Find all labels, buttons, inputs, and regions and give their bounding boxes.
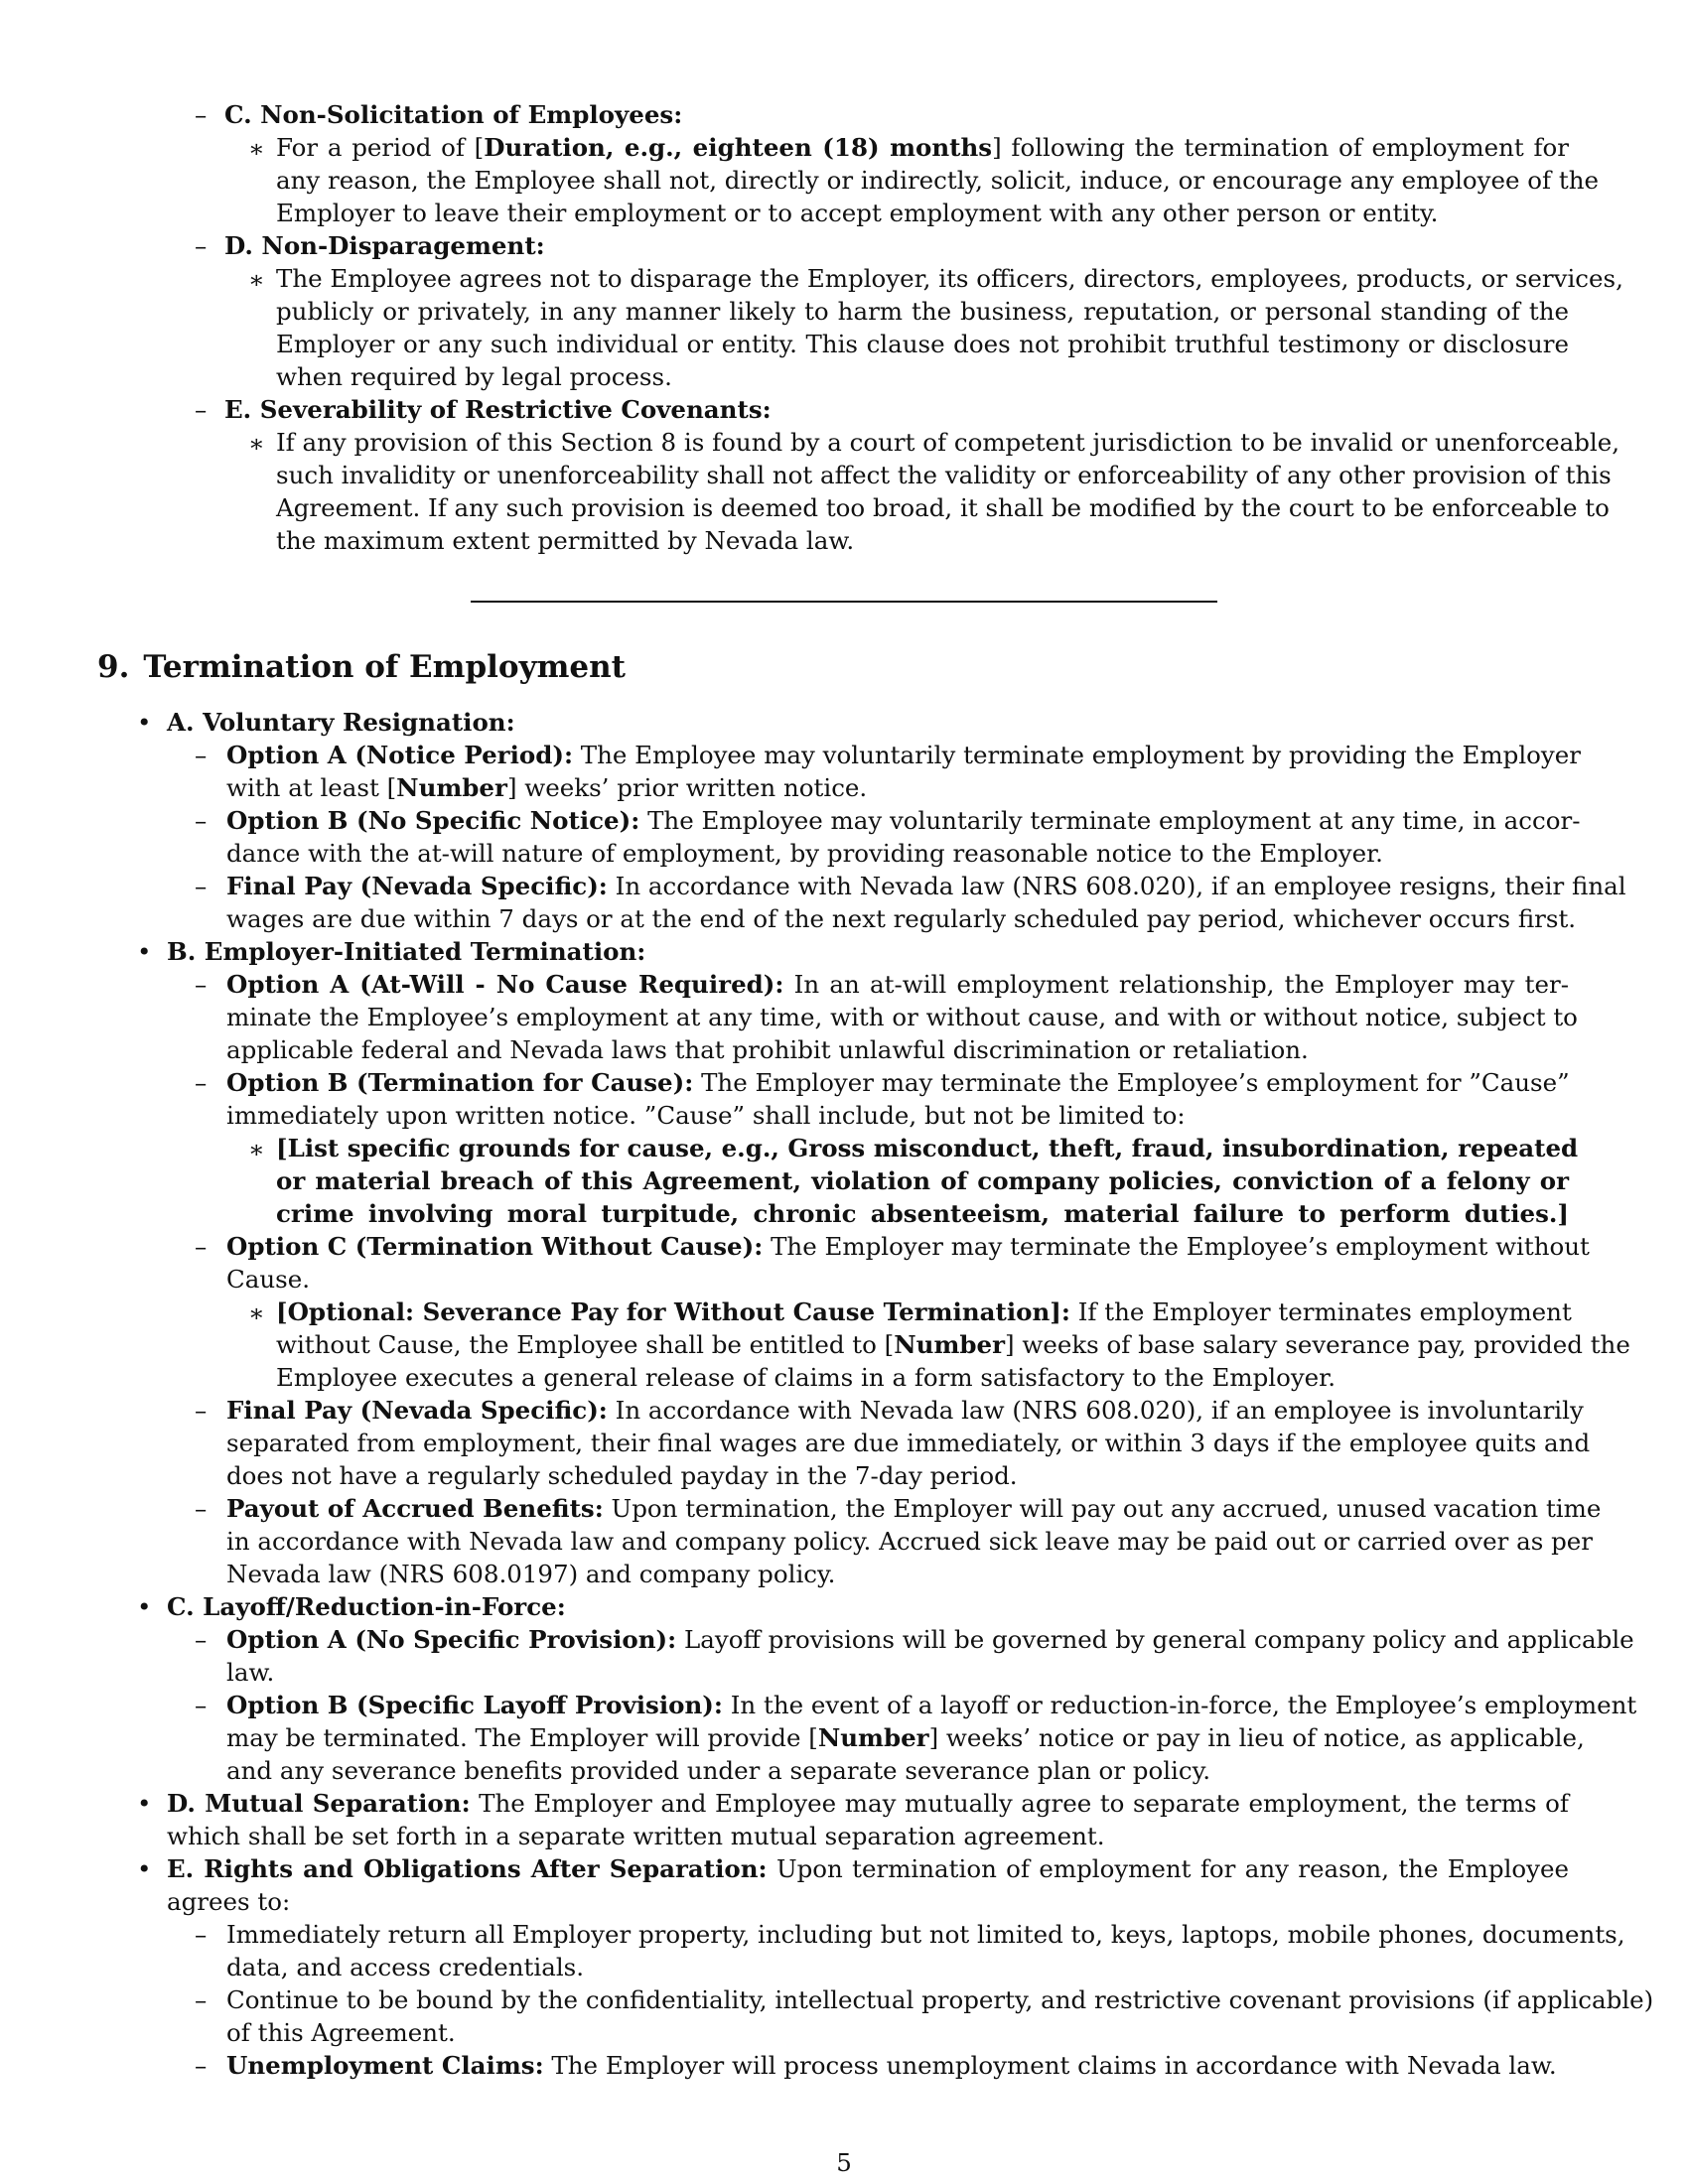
text-line: with at least [Number] weeks’ prior written notice. bbox=[226, 773, 868, 802]
text-line: Agreement. If any such provision is deemed too broad, it shall be modified by the court to be enforceable to bbox=[276, 493, 1610, 522]
text-line: such invalidity or unenforceability shall not affect the validity or enforceability of any other provision of this bbox=[276, 461, 1612, 489]
heading-severability: E. Severability of Restrictive Covenants: bbox=[224, 395, 772, 424]
text-line: Option B (Specific Layoff Provision): In the event of a layoff or reduction-in-force, the Employee’s employment bbox=[226, 1691, 1637, 1719]
text-line: Final Pay (Nevada Specific): In accordance with Nevada law (NRS 608.020), if an employee resigns, their final bbox=[226, 872, 1626, 900]
text-line: may be terminated. The Employer will provide [Number] weeks’ notice or pay in lieu of notice, as applicable, bbox=[226, 1723, 1585, 1752]
text-line: Continue to be bound by the confidentiality, intellectual property, and restrictive covenant provisions (if applicable) bbox=[226, 1985, 1654, 2014]
text-line: any reason, the Employee shall not, directly or indirectly, solicit, induce, or encourage any employee of the bbox=[276, 166, 1600, 195]
text-line: without Cause, the Employee shall be entitled to [Number] weeks of base salary severance pay, provided the bbox=[276, 1330, 1630, 1359]
text-line: [List specific grounds for cause, e.g., Gross misconduct, theft, fraud, insubordination, repeated bbox=[276, 1134, 1579, 1162]
dash-marker: – bbox=[195, 100, 208, 129]
text-line: Option A (At-Will - No Cause Required): In an at-will employment relationship, the Employer may ter- bbox=[226, 970, 1569, 999]
heading-non-solicitation: C. Non-Solicitation of Employees: bbox=[224, 100, 683, 129]
text-line: Option A (Notice Period): The Employee may voluntarily terminate employment by providing the Employer bbox=[226, 741, 1581, 769]
text-line: Option B (Termination for Cause): The Employer may terminate the Employee’s employment for ”Cause” bbox=[226, 1068, 1570, 1097]
text-line: Option B (No Specific Notice): The Employee may voluntarily terminate employment at any time, in accor- bbox=[226, 806, 1581, 835]
text-line: which shall be set forth in a separate written mutual separation agreement. bbox=[167, 1822, 1105, 1850]
bullet-marker: • bbox=[137, 1854, 152, 1883]
text-line: crime involving moral turpitude, chronic absenteeism, material failure to perform duties.] bbox=[276, 1199, 1569, 1228]
heading-layoff: C. Layoff/Reduction-in-Force: bbox=[167, 1592, 566, 1621]
text-line: of this Agreement. bbox=[226, 2018, 456, 2047]
text-line: or material breach of this Agreement, violation of company policies, conviction of a felony or bbox=[276, 1166, 1569, 1195]
section-divider bbox=[471, 601, 1217, 603]
text-line: separated from employment, their final wages are due immediately, or within 3 days if the employee quits and bbox=[226, 1429, 1591, 1457]
bullet-marker: • bbox=[137, 1789, 152, 1818]
dash-marker: – bbox=[195, 1232, 208, 1261]
dash-marker: – bbox=[195, 970, 208, 999]
text-line: The Employee agrees not to disparage the Employer, its officers, directors, employees, products, or services, bbox=[276, 264, 1623, 293]
heading-non-disparagement: D. Non-Disparagement: bbox=[224, 231, 545, 260]
dash-marker: – bbox=[195, 1068, 208, 1097]
text-line: Employee executes a general release of claims in a form satisfactory to the Employer. bbox=[276, 1363, 1336, 1392]
text-line: Cause. bbox=[226, 1265, 310, 1294]
bullet-marker: • bbox=[137, 937, 152, 966]
text-line: Employer to leave their employment or to accept employment with any other person or entity. bbox=[276, 199, 1439, 227]
text-line: minate the Employee’s employment at any time, with or without cause, and with or without notice, subject to bbox=[226, 1003, 1578, 1031]
star-marker: ∗ bbox=[248, 265, 265, 294]
text-line: data, and access credentials. bbox=[226, 1953, 585, 1981]
text-line: wages are due within 7 days or at the end of the next regularly scheduled pay period, whichever occurs first. bbox=[226, 904, 1577, 933]
text-line: Final Pay (Nevada Specific): In accordance with Nevada law (NRS 608.020), if an employee is involuntarily bbox=[226, 1396, 1584, 1425]
text-line: the maximum extent permitted by Nevada law. bbox=[276, 526, 855, 555]
star-marker: ∗ bbox=[248, 1135, 265, 1163]
dash-marker: – bbox=[195, 1494, 208, 1523]
text-line: E. Rights and Obligations After Separation: Upon termination of employment for any reason, the Employee bbox=[167, 1854, 1569, 1883]
dash-marker: – bbox=[195, 2051, 208, 2080]
text-line: in accordance with Nevada law and company policy. Accrued sick leave may be paid out or carried over as per bbox=[226, 1527, 1594, 1556]
dash-marker: – bbox=[195, 872, 208, 900]
text-line: law. bbox=[226, 1658, 275, 1687]
dash-marker: – bbox=[195, 806, 208, 835]
text-line: D. Mutual Separation: The Employer and Employee may mutually agree to separate employment, the terms of bbox=[167, 1789, 1569, 1818]
text-line: Immediately return all Employer property, including but not limited to, keys, laptops, mobile phones, documents, bbox=[226, 1920, 1625, 1949]
heading-voluntary-resignation: A. Voluntary Resignation: bbox=[167, 708, 515, 737]
text-line: Option A (No Specific Provision): Layoff provisions will be governed by general company policy and applicable bbox=[226, 1625, 1634, 1654]
star-marker: ∗ bbox=[248, 429, 265, 458]
text-line: publicly or privately, in any manner likely to harm the business, reputation, or personal standing of the bbox=[276, 297, 1569, 326]
text-line: Option C (Termination Without Cause): The Employer may terminate the Employee’s employment without bbox=[226, 1232, 1590, 1261]
dash-marker: – bbox=[195, 395, 208, 424]
dash-marker: – bbox=[195, 1625, 208, 1654]
text-line: and any severance benefits provided under a separate severance plan or policy. bbox=[226, 1756, 1210, 1785]
dash-marker: – bbox=[195, 1396, 208, 1425]
text-line: Payout of Accrued Benefits: Upon termination, the Employer will pay out any accrued, unused vacation time bbox=[226, 1494, 1602, 1523]
text-line: Unemployment Claims: The Employer will process unemployment claims in accordance with Nevada law. bbox=[226, 2051, 1557, 2080]
text-line: Employer or any such individual or entity. This clause does not prohibit truthful testimony or disclosure bbox=[276, 330, 1569, 358]
text-line: immediately upon written notice. ”Cause” shall include, but not be limited to: bbox=[226, 1101, 1186, 1130]
text-line: applicable federal and Nevada laws that prohibit unlawful discrimination or retaliation. bbox=[226, 1035, 1309, 1064]
heading-employer-termination: B. Employer-Initiated Termination: bbox=[167, 937, 646, 966]
star-marker: ∗ bbox=[248, 134, 265, 163]
text-line: when required by legal process. bbox=[276, 362, 672, 391]
dash-marker: – bbox=[195, 1920, 208, 1949]
star-marker: ∗ bbox=[248, 1298, 265, 1327]
text-line: If any provision of this Section 8 is found by a court of competent jurisdiction to be invalid or unenforceable, bbox=[276, 428, 1620, 457]
dash-marker: – bbox=[195, 741, 208, 769]
text-line: Nevada law (NRS 608.0197) and company policy. bbox=[226, 1560, 836, 1588]
page-number: 5 bbox=[836, 2148, 852, 2177]
dash-marker: – bbox=[195, 1985, 208, 2014]
text-line: agrees to: bbox=[167, 1887, 291, 1916]
bullet-marker: • bbox=[137, 708, 152, 737]
text-line: dance with the at-will nature of employment, by providing reasonable notice to the Employer. bbox=[226, 839, 1383, 868]
section-heading: 9. Termination of Employment bbox=[97, 649, 627, 685]
text-line: For a period of [Duration, e.g., eighteen (18) months] following the termination of employment for bbox=[276, 133, 1569, 162]
dash-marker: – bbox=[195, 1691, 208, 1719]
bullet-marker: • bbox=[137, 1592, 152, 1621]
text-line: [Optional: Severance Pay for Without Cause Termination]: If the Employer terminates employment bbox=[276, 1297, 1572, 1326]
dash-marker: – bbox=[195, 231, 208, 260]
text-line: does not have a regularly scheduled payday in the 7-day period. bbox=[226, 1461, 1018, 1490]
